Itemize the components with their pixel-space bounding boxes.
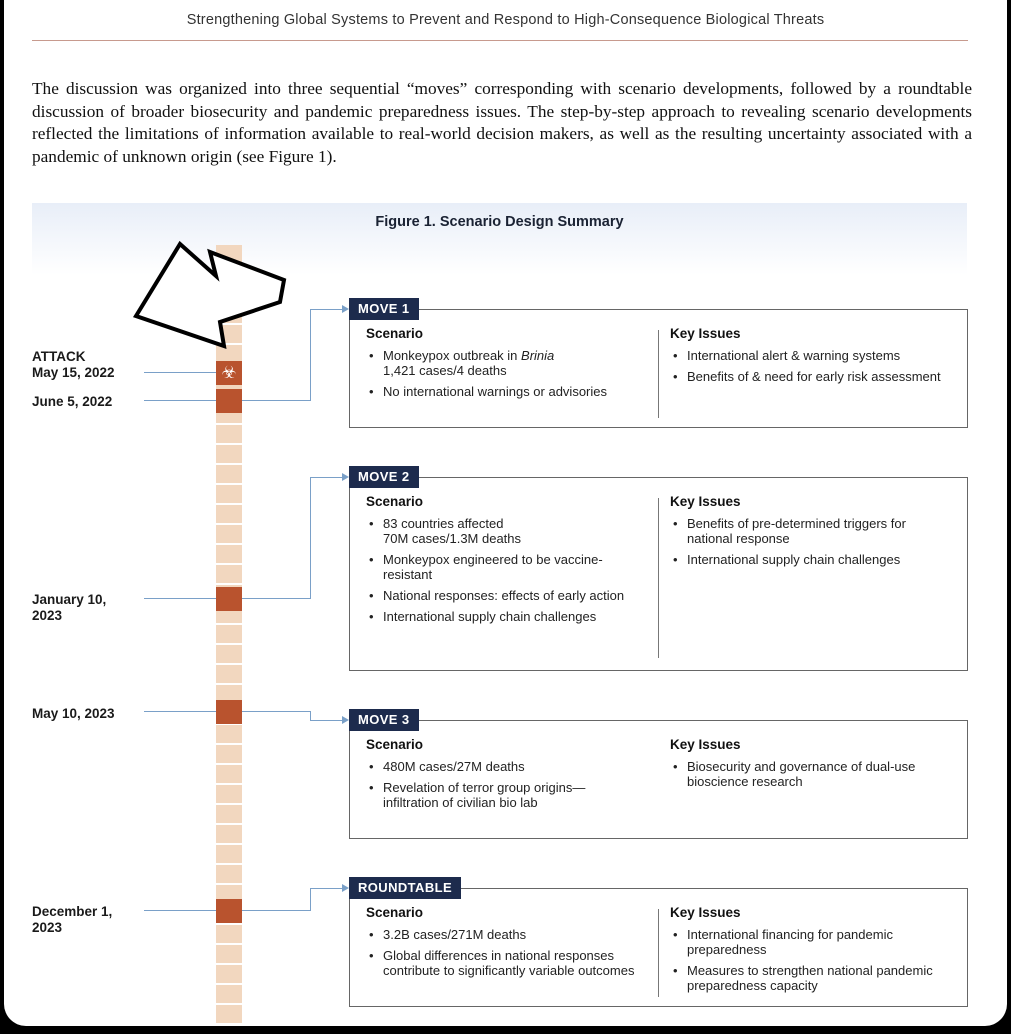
connector-date-1 [144, 400, 216, 401]
header-rule [32, 40, 968, 41]
move2-scenario-heading: Scenario [366, 494, 424, 509]
connector-date-4 [144, 910, 216, 911]
move1-issues-heading: Key Issues [670, 326, 741, 341]
connector-move2-top [310, 477, 342, 478]
connector-move2-arrow [342, 473, 349, 481]
document-page [4, 0, 1007, 1026]
connector-move1-arrow [342, 305, 349, 313]
move1-scenario-heading: Scenario [366, 326, 424, 341]
move1-issues [670, 326, 955, 390]
roundtable-scenario [366, 905, 651, 984]
move3-issue-1: • Biosecurity and governance of dual-use bioscience research [670, 759, 955, 789]
connector-move1-v [310, 309, 311, 401]
connector-move1-h [242, 400, 310, 401]
connector-roundtable-v [310, 888, 311, 911]
move3-scenario [366, 737, 651, 816]
biohazard-icon: ☣ [216, 361, 242, 385]
move1-issue-1: • International alert & warning systems [670, 348, 955, 363]
date-label-2: January 10, 2023 [32, 592, 107, 623]
attack-date-label [32, 349, 115, 381]
roundtable-issues [670, 905, 955, 999]
move2-scenario-item-4: • International supply chain challenges [366, 609, 651, 624]
move2-issues [670, 494, 955, 573]
connector-roundtable-h [242, 910, 310, 911]
figure-title: Figure 1. Scenario Design Summary [375, 214, 624, 230]
move1-scenario [366, 326, 651, 405]
running-header: Strengthening Global Systems to Prevent and Respond to High-Consequence Biological Threats [186, 12, 825, 28]
date-label-4: December 1, 2023 [32, 904, 113, 935]
move2-issue-1: • Benefits of pre-determined triggers for national response [670, 516, 955, 546]
move1-tag: MOVE 1 [349, 298, 419, 320]
connector-roundtable-top [310, 888, 342, 889]
pointer-arrow-icon [132, 238, 292, 358]
move2-tag: MOVE 2 [349, 466, 419, 488]
move2-scenario [366, 494, 651, 630]
intro-paragraph: The discussion was organized into three sequential “moves” corresponding with scenario developments, followed by a roundtable discussion of broader biosecurity and pandemic preparedness issues. The step-by-step approach to revealing scenario developments reflected the limitations of information available to real-world decision makers, as well as the resulting uncertainty associated with a pandemic of unknown origin (see Figure 1). [32, 79, 972, 166]
roundtable-scenario-item-1: • 3.2B cases/271M deaths [366, 927, 651, 942]
move2-issues-heading: Key Issues [670, 494, 741, 509]
move1-scenario-item-1: • Monkeypox outbreak in Brinia 1,421 cases/4 deaths [366, 348, 651, 378]
date-label-3: May 10, 2023 [32, 706, 115, 721]
roundtable-issues-heading: Key Issues [670, 905, 741, 920]
roundtable-divider [658, 909, 659, 997]
roundtable-scenario-heading: Scenario [366, 905, 424, 920]
roundtable-scenario-item-2: • Global differences in national responses contribute to significantly variable outcomes [366, 948, 651, 978]
connector-date-3 [144, 711, 216, 712]
connector-attack [144, 372, 216, 373]
attack-label: ATTACK [32, 349, 86, 364]
attack-date: May 15, 2022 [32, 365, 115, 380]
connector-move3-arrow [342, 716, 349, 724]
move2-scenario-item-3: • National responses: effects of early action [366, 588, 651, 603]
move3-scenario-item-2: • Revelation of terror group origins—infiltration of civilian bio lab [366, 780, 651, 810]
connector-move3-h [242, 711, 310, 712]
connector-move3-top [310, 720, 342, 721]
connector-move2-v [310, 477, 311, 599]
timeline-marker-1 [216, 389, 242, 413]
move1-divider [658, 330, 659, 418]
move1-issue-2: • Benefits of & need for early risk assessment [670, 369, 955, 384]
move3-scenario-heading: Scenario [366, 737, 424, 752]
timeline-marker-3 [216, 700, 242, 724]
move2-issue-2: • International supply chain challenges [670, 552, 955, 567]
move3-scenario-item-1: • 480M cases/27M deaths [366, 759, 651, 774]
connector-date-2 [144, 598, 216, 599]
move2-scenario-item-2: • Monkeypox engineered to be vaccine-resistant [366, 552, 651, 582]
move3-issues [670, 737, 955, 795]
move1-scenario-item-2: • No international warnings or advisories [366, 384, 651, 399]
move2-divider [658, 498, 659, 658]
connector-move1-top [310, 309, 342, 310]
roundtable-issue-2: • Measures to strengthen national pandemic preparedness capacity [670, 963, 955, 993]
connector-roundtable-arrow [342, 884, 349, 892]
timeline-marker-4 [216, 899, 242, 923]
date-label-1: June 5, 2022 [32, 394, 113, 409]
move3-tag: MOVE 3 [349, 709, 419, 731]
roundtable-tag: ROUNDTABLE [349, 877, 461, 899]
connector-move2-h [242, 598, 310, 599]
move2-scenario-item-1: • 83 countries affected 70M cases/1.3M deaths [366, 516, 651, 546]
timeline-marker-2 [216, 587, 242, 611]
move3-issues-heading: Key Issues [670, 737, 741, 752]
roundtable-issue-1: • International financing for pandemic preparedness [670, 927, 955, 957]
